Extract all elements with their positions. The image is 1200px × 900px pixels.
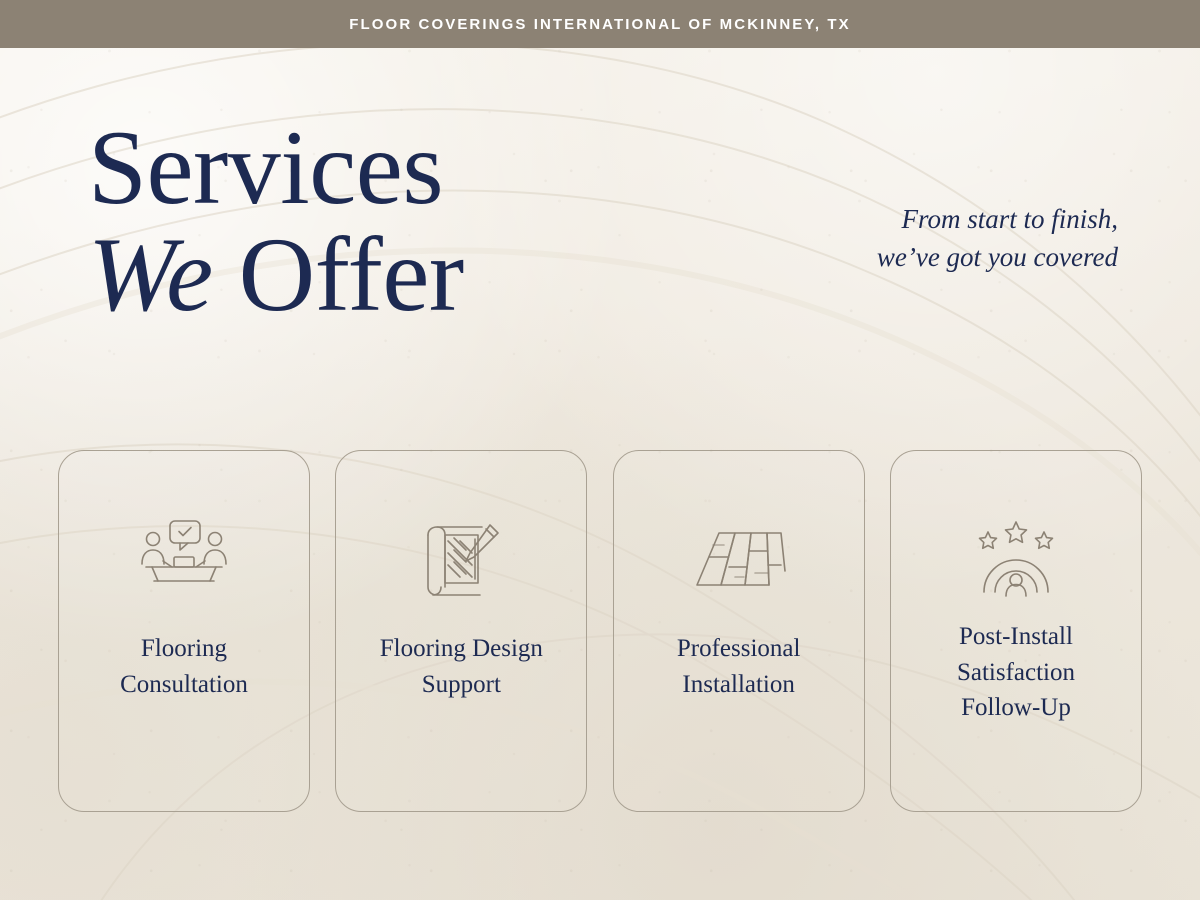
- service-card-label-line1: Flooring Design: [379, 635, 543, 662]
- service-card-label-line1: Flooring: [140, 635, 228, 662]
- service-card-label: [364, 631, 559, 702]
- tagline-line1: From start to finish,: [901, 204, 1118, 234]
- page-title: [88, 109, 464, 333]
- service-card-label-line1: Post-Install: [959, 623, 1073, 650]
- service-card-flooring-design-support[interactable]: [335, 450, 587, 812]
- service-card-professional-installation[interactable]: [613, 450, 865, 812]
- page-title-line2: [88, 215, 464, 333]
- service-card-label-line2: Satisfaction: [956, 658, 1075, 686]
- tagline-line2: we’ve got you covered: [876, 242, 1118, 273]
- service-card-label-line2: Support: [421, 670, 501, 698]
- service-card-label-line2: Installation: [682, 670, 795, 698]
- top-banner: [0, 0, 1200, 48]
- service-card-label: [104, 631, 264, 702]
- company-name: FLOOR COVERINGS INTERNATIONAL OF MCKINNEY, TX: [349, 15, 851, 33]
- service-card-label-line2: Consultation: [120, 670, 248, 698]
- page-title-line1: Services: [88, 109, 444, 226]
- service-card-flooring-consultation[interactable]: [58, 450, 310, 812]
- design-blueprint-pencil-icon: [418, 517, 504, 603]
- page-title-rest: Offer: [212, 215, 464, 333]
- page-title-italic-word: We: [88, 215, 213, 333]
- consultation-people-chat-icon: [136, 517, 232, 603]
- services-card-row: [58, 450, 1142, 814]
- service-card-post-install-satisfaction[interactable]: [890, 450, 1142, 812]
- tagline: [718, 200, 1118, 277]
- service-card-label-line1: Professional: [676, 635, 801, 662]
- satisfaction-rating-stars-icon: [970, 517, 1062, 603]
- service-card-label: [941, 619, 1091, 726]
- wood-plank-installation-icon: [691, 517, 787, 603]
- service-card-label: [661, 631, 817, 702]
- service-card-label-line3: Follow-Up: [961, 694, 1071, 721]
